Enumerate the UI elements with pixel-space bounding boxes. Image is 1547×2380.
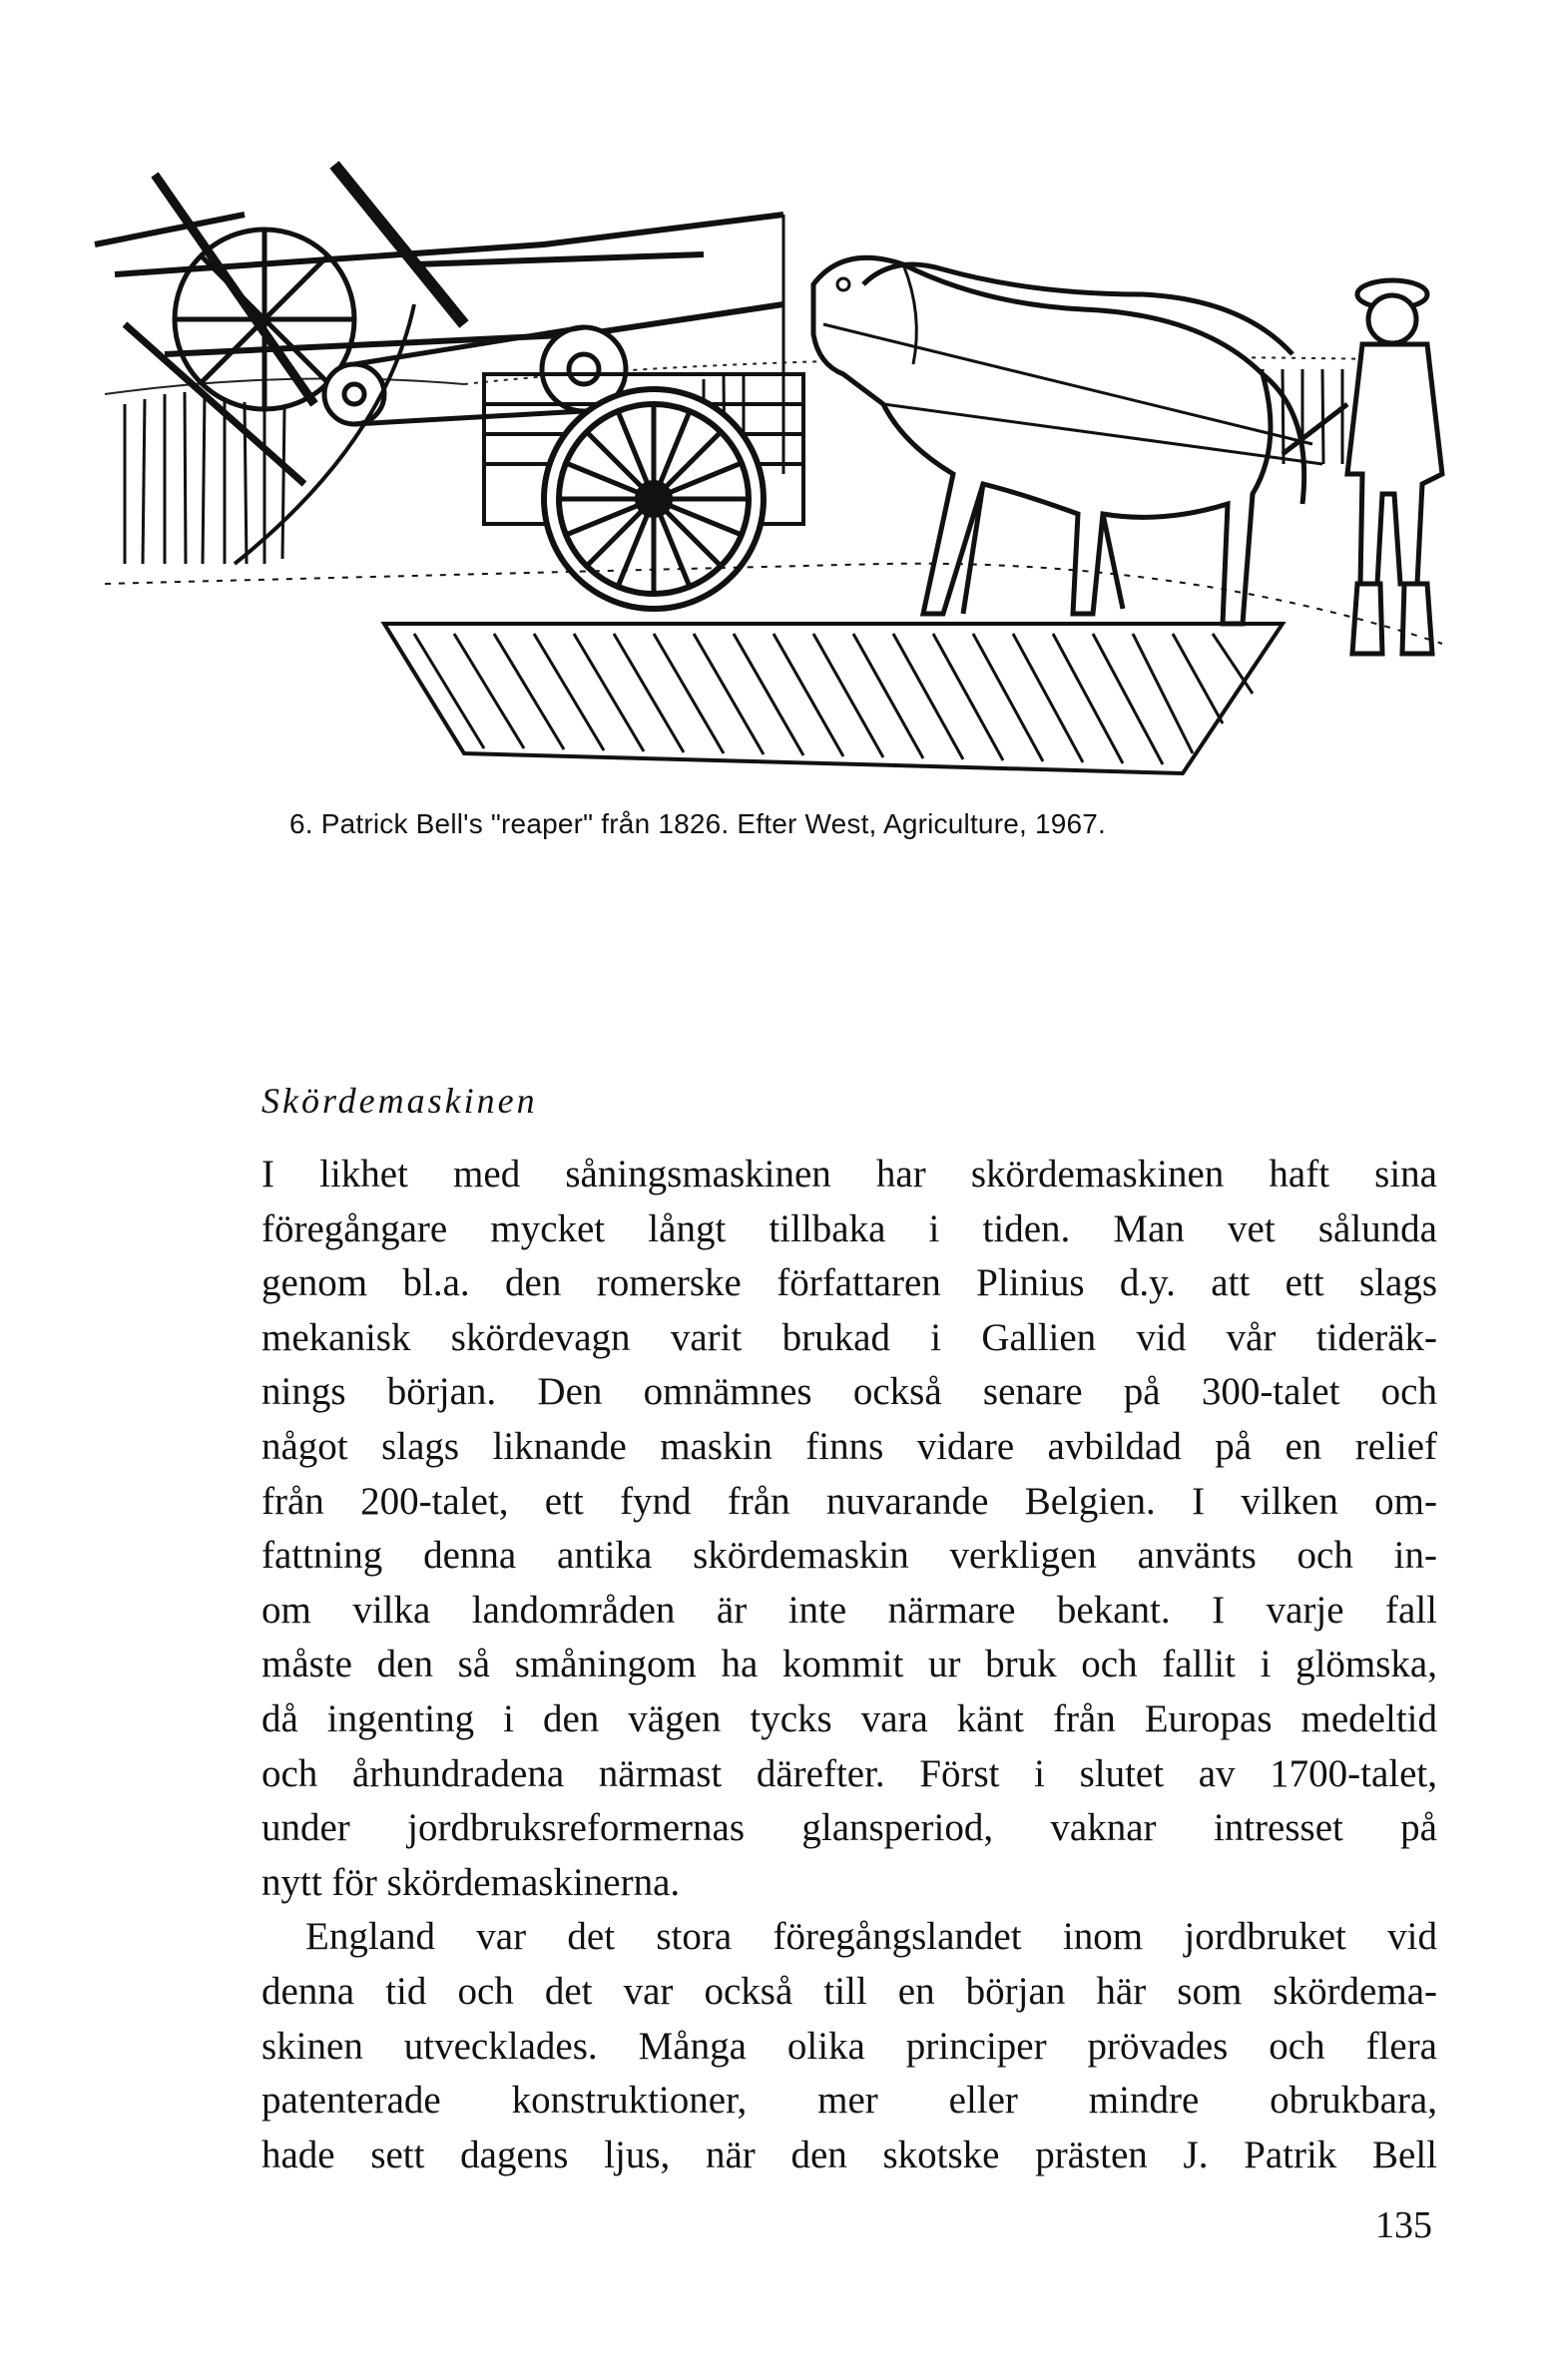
figure-caption: 6. Patrick Bell's "reaper" från 1826. Efter West, Agriculture, 1967. [289, 808, 1107, 839]
text-line: hade sett dagens ljus, när den skotske prästen J. Patrik Bell [261, 2133, 1437, 2176]
text-line: patenterade konstruktioner, mer eller mindre obrukbara, [261, 2079, 1437, 2123]
text-line: skinen utvecklades. Många olika principer prövades och flera [261, 2024, 1437, 2068]
reaper-drawing [85, 145, 1462, 783]
section-heading: Skördemaskinen [261, 1081, 538, 1121]
text-line: från 200-talet, ett fynd från nuvarande Belgien. I vilken om- [261, 1479, 1437, 1523]
paragraph-1 [261, 1148, 1437, 1910]
reaper-illustration [85, 145, 1462, 783]
paragraph-2 [261, 1910, 1437, 2182]
text-line: då ingenting i den vägen tycks vara känt från Europas medeltid [261, 1696, 1437, 1740]
text-line: genom bl.a. den romerske författaren Plinius d.y. att ett slags [261, 1261, 1437, 1305]
text-line: något slags liknande maskin finns vidare avbildad på en relief [261, 1424, 1437, 1468]
text-line: mekanisk skördevagn varit brukad i Gallien vid vår tideräk- [261, 1315, 1437, 1359]
text-line: fattning denna antika skördemaskin verkligen använts och in- [261, 1534, 1437, 1578]
text-line: England var det stora föregångslandet inom jordbruket vid [305, 1915, 1437, 1959]
text-line: I likhet med såningsmaskinen har skördemaskinen haft sina [261, 1153, 1437, 1195]
text-line: nytt för skördemaskinerna. [261, 1860, 681, 1904]
page-number: 135 [1375, 2204, 1432, 2246]
text-line: under jordbruksreformernas glansperiod, vaknar intresset på [261, 1806, 1437, 1850]
text-line: nings början. Den omnämnes också senare på 300-talet och [261, 1370, 1437, 1414]
text-line: denna tid och det var också till en början här som skördema- [261, 1969, 1437, 2013]
text-line: om vilka landområden är inte närmare bekant. I varje fall [261, 1588, 1437, 1632]
text-line: föregångare mycket långt tillbaka i tiden. Man vet sålunda [261, 1206, 1437, 1250]
text-line: och århundradena närmast därefter. Först i slutet av 1700-talet, [261, 1751, 1437, 1795]
text-line: måste den så småningom ha kommit ur bruk och fallit i glömska, [261, 1643, 1437, 1686]
body-text [261, 1148, 1437, 2182]
